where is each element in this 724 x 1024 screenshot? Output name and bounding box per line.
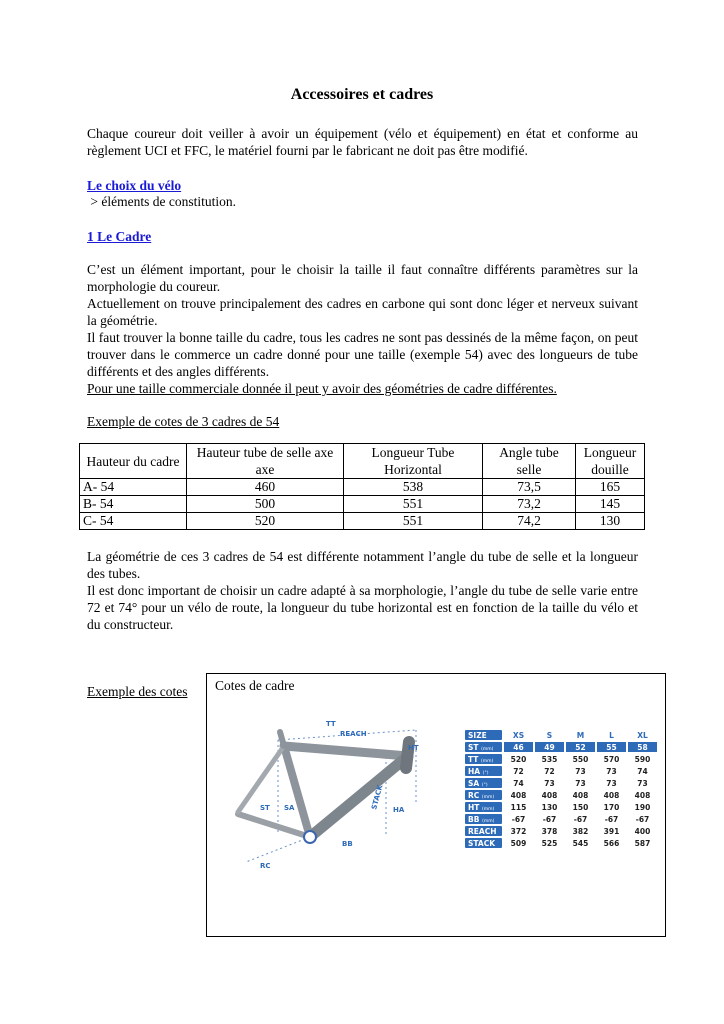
cadre-paragraph-1: C’est un élément important, pour le choisir la taille il faut connaître différents paramètres sur la morphologie du coureur. bbox=[87, 262, 638, 294]
table-header-cell: Longueur douille bbox=[576, 444, 645, 479]
cadre-paragraph-4: Pour une taille commerciale donnée il peut y avoir des géométries de cadre différentes. bbox=[87, 381, 557, 396]
geometry-label-text: HT bbox=[468, 802, 480, 812]
frame-label-ha: HA bbox=[393, 806, 405, 814]
table-cell: 130 bbox=[576, 513, 645, 530]
geometry-row-label bbox=[465, 742, 502, 752]
geometry-row bbox=[465, 742, 657, 752]
geometry-row-label bbox=[465, 790, 502, 800]
geometry-row bbox=[465, 814, 657, 824]
geometry-cell: 55 bbox=[597, 742, 626, 752]
table-header-cell: Hauteur du cadre bbox=[80, 444, 187, 479]
geometry-header-cell: M bbox=[576, 730, 585, 740]
figure-title: Cotes de cadre bbox=[215, 678, 295, 693]
geometry-label-text: HA bbox=[468, 766, 481, 776]
geometry-cell: 115 bbox=[510, 802, 527, 812]
geometry-cell: 73 bbox=[575, 766, 586, 776]
geometry-label-text: BB bbox=[468, 814, 480, 824]
geometry-unit-text: (°) bbox=[481, 782, 488, 788]
geometry-cell: 408 bbox=[572, 790, 589, 800]
geometry-cell: 525 bbox=[541, 838, 558, 848]
section-velo-sub: > éléments de constitution. bbox=[87, 194, 236, 209]
bike-frame-diagram bbox=[226, 712, 462, 872]
geometry-row bbox=[465, 838, 657, 848]
frame-label-st: ST bbox=[260, 804, 270, 812]
geometry-cell: 520 bbox=[510, 754, 527, 764]
geometry-cell: 550 bbox=[572, 754, 589, 764]
section-cadre-link[interactable]: 1 Le Cadre bbox=[87, 229, 152, 244]
table-cell: 500 bbox=[187, 496, 344, 513]
geometry-cell: 587 bbox=[634, 838, 651, 848]
geometry-label-text: TT bbox=[468, 754, 479, 764]
table-header-cell: Hauteur tube de selle axe axe bbox=[187, 444, 344, 479]
section-cadre-heading[interactable] bbox=[87, 228, 638, 245]
table-cell: 460 bbox=[187, 479, 344, 496]
geometry-cell: -67 bbox=[511, 814, 526, 824]
geometry-cell: -67 bbox=[573, 814, 588, 824]
geometry-cell: 391 bbox=[603, 826, 620, 836]
table-cell: 551 bbox=[344, 496, 483, 513]
geometry-cell: 73 bbox=[606, 778, 617, 788]
geometry-label-text: ST bbox=[468, 742, 479, 752]
table-cell: B- 54 bbox=[80, 496, 187, 513]
geometry-cell: 400 bbox=[634, 826, 651, 836]
geometry-cell: 74 bbox=[513, 778, 524, 788]
geometry-unit-text: (°) bbox=[482, 770, 489, 776]
geometry-label-text: REACH bbox=[468, 826, 497, 836]
geometry-header-cell: XS bbox=[512, 730, 525, 740]
geometry-label-text: STACK bbox=[468, 838, 496, 848]
geometry-unit-text: (mm) bbox=[481, 758, 494, 764]
geometry-cell: 73 bbox=[606, 766, 617, 776]
section-velo-link[interactable]: Le choix du vélo bbox=[87, 178, 182, 193]
geometry-cell: 372 bbox=[510, 826, 527, 836]
frame-label-rc: RC bbox=[260, 862, 271, 870]
table-cell: 145 bbox=[576, 496, 645, 513]
table-cell: 520 bbox=[187, 513, 344, 530]
geometry-cell: -67 bbox=[635, 814, 650, 824]
geometry-cell: -67 bbox=[542, 814, 557, 824]
geometry-cell: 74 bbox=[637, 766, 648, 776]
geometry-cell: 72 bbox=[544, 766, 555, 776]
table-cell: 74,2 bbox=[483, 513, 576, 530]
geometry-row bbox=[465, 790, 657, 800]
geometry-cell: 535 bbox=[541, 754, 558, 764]
geometry-label-text: SA bbox=[468, 778, 480, 788]
geometry-cell: 49 bbox=[535, 742, 564, 752]
geometry-cell: 545 bbox=[572, 838, 589, 848]
geometry-unit-text: (mm) bbox=[481, 794, 495, 800]
frame-label-reach: REACH bbox=[340, 730, 367, 738]
bottom-bracket-marker bbox=[304, 831, 316, 843]
geometry-header-row bbox=[465, 730, 657, 740]
figure-side-label: Exemple des cotes bbox=[87, 684, 188, 699]
geometry-row-label bbox=[465, 838, 502, 848]
geometry-cell: 408 bbox=[634, 790, 651, 800]
geometry-row-label bbox=[465, 754, 502, 764]
geometry-cell: 566 bbox=[603, 838, 620, 848]
geometry-row bbox=[465, 754, 657, 764]
table-row bbox=[80, 496, 645, 513]
conclusion-paragraph-2: Il est donc important de choisir un cadre adapté à sa morphologie, l’angle du tube de selle varie entre 72 et 74° pour un vélo de route, la longueur du tube horizontal est en fonction de la taille du vélo et du constructeur. bbox=[87, 583, 638, 632]
frame-label-sa: SA bbox=[284, 804, 295, 812]
frame-label-tt: TT bbox=[326, 720, 336, 728]
geometry-cell: 73 bbox=[544, 778, 555, 788]
geometry-cell: 73 bbox=[575, 778, 586, 788]
table-cell: A- 54 bbox=[80, 479, 187, 496]
geometry-row-label bbox=[465, 814, 502, 824]
table-header-cell: Longueur Tube Horizontal bbox=[344, 444, 483, 479]
geometry-cell: 378 bbox=[541, 826, 558, 836]
geometry-cell: 509 bbox=[510, 838, 527, 848]
table-cell: C- 54 bbox=[80, 513, 187, 530]
table-cell: 551 bbox=[344, 513, 483, 530]
cadre-paragraph-3: Il faut trouver la bonne taille du cadre, tous les cadres ne sont pas dessinés de la même façon, on peut trouver dans le commerce un cadre donné pour une taille (exemple 54) avec des longueurs de tube différents et des angles différents. bbox=[87, 330, 638, 379]
geometry-cell: 46 bbox=[504, 742, 533, 752]
geometry-cell: 590 bbox=[634, 754, 651, 764]
geometry-cell: 408 bbox=[510, 790, 527, 800]
section-velo-heading[interactable] bbox=[87, 177, 638, 194]
geometry-label-text: RC bbox=[468, 790, 480, 800]
conclusion-paragraph-1: La géométrie de ces 3 cadres de 54 est différente notamment l’angle du tube de selle et la longueur des tubes. bbox=[87, 549, 638, 581]
geometry-cell: 190 bbox=[634, 802, 651, 812]
geometry-row bbox=[465, 766, 657, 776]
geometry-cell: 382 bbox=[572, 826, 589, 836]
geometry-row bbox=[465, 826, 657, 836]
geometry-header-cell: L bbox=[609, 730, 614, 740]
geometry-cell: 58 bbox=[628, 742, 657, 752]
geometry-unit-text: (mm) bbox=[482, 818, 495, 824]
geometry-cell: -67 bbox=[604, 814, 619, 824]
geometry-cell: 52 bbox=[566, 742, 595, 752]
table-header-cell: Angle tube selle bbox=[483, 444, 576, 479]
table-row bbox=[80, 513, 645, 530]
geometry-cell: 150 bbox=[572, 802, 589, 812]
geometry-cell: 408 bbox=[541, 790, 558, 800]
example-table-caption: Exemple de cotes de 3 cadres de 54 bbox=[87, 414, 280, 429]
geometry-cell: 570 bbox=[603, 754, 620, 764]
frame-tubes bbox=[238, 732, 409, 837]
table-cell: 73,2 bbox=[483, 496, 576, 513]
geometry-size-table bbox=[463, 728, 659, 850]
frame-label-ht: HT bbox=[408, 744, 419, 752]
geometry-row-label bbox=[465, 766, 502, 776]
geometry-cell: 73 bbox=[637, 778, 648, 788]
frame-label-stack: STACK bbox=[370, 784, 385, 811]
table-cell: 538 bbox=[344, 479, 483, 496]
geometry-unit-text: (mm) bbox=[481, 746, 494, 752]
geometry-row-label bbox=[465, 802, 502, 812]
table-row bbox=[80, 479, 645, 496]
geometry-cell: 130 bbox=[541, 802, 558, 812]
table-cell: 73,5 bbox=[483, 479, 576, 496]
geometry-row bbox=[465, 778, 657, 788]
geometry-row-label bbox=[465, 826, 502, 836]
frame-label-bb: BB bbox=[342, 840, 353, 848]
cadre-paragraph-2: Actuellement on trouve principalement des cadres en carbone qui sont donc léger et nerveux suivant la géométrie. bbox=[87, 296, 638, 328]
geometry-cell: 170 bbox=[603, 802, 620, 812]
geometry-cell: 72 bbox=[513, 766, 524, 776]
intro-paragraph: Chaque coureur doit veiller à avoir un équipement (vélo et équipement) en état et conforme au règlement UCI et FFC, le matériel fourni par le fabricant ne doit pas être modifié. bbox=[87, 126, 638, 158]
geometry-header-cell: S bbox=[546, 730, 553, 740]
page-title: Accessoires et cadres bbox=[290, 86, 434, 103]
geometry-row bbox=[465, 802, 657, 812]
geometry-row-label bbox=[465, 778, 502, 788]
table-header-row bbox=[80, 444, 645, 479]
geometry-header-cell: SIZE bbox=[465, 730, 502, 740]
example-cotes-table bbox=[79, 443, 645, 530]
geometry-unit-text: (mm) bbox=[482, 806, 495, 812]
geometry-cell: 408 bbox=[603, 790, 620, 800]
table-cell: 165 bbox=[576, 479, 645, 496]
geometry-header-cell: XL bbox=[637, 730, 648, 740]
